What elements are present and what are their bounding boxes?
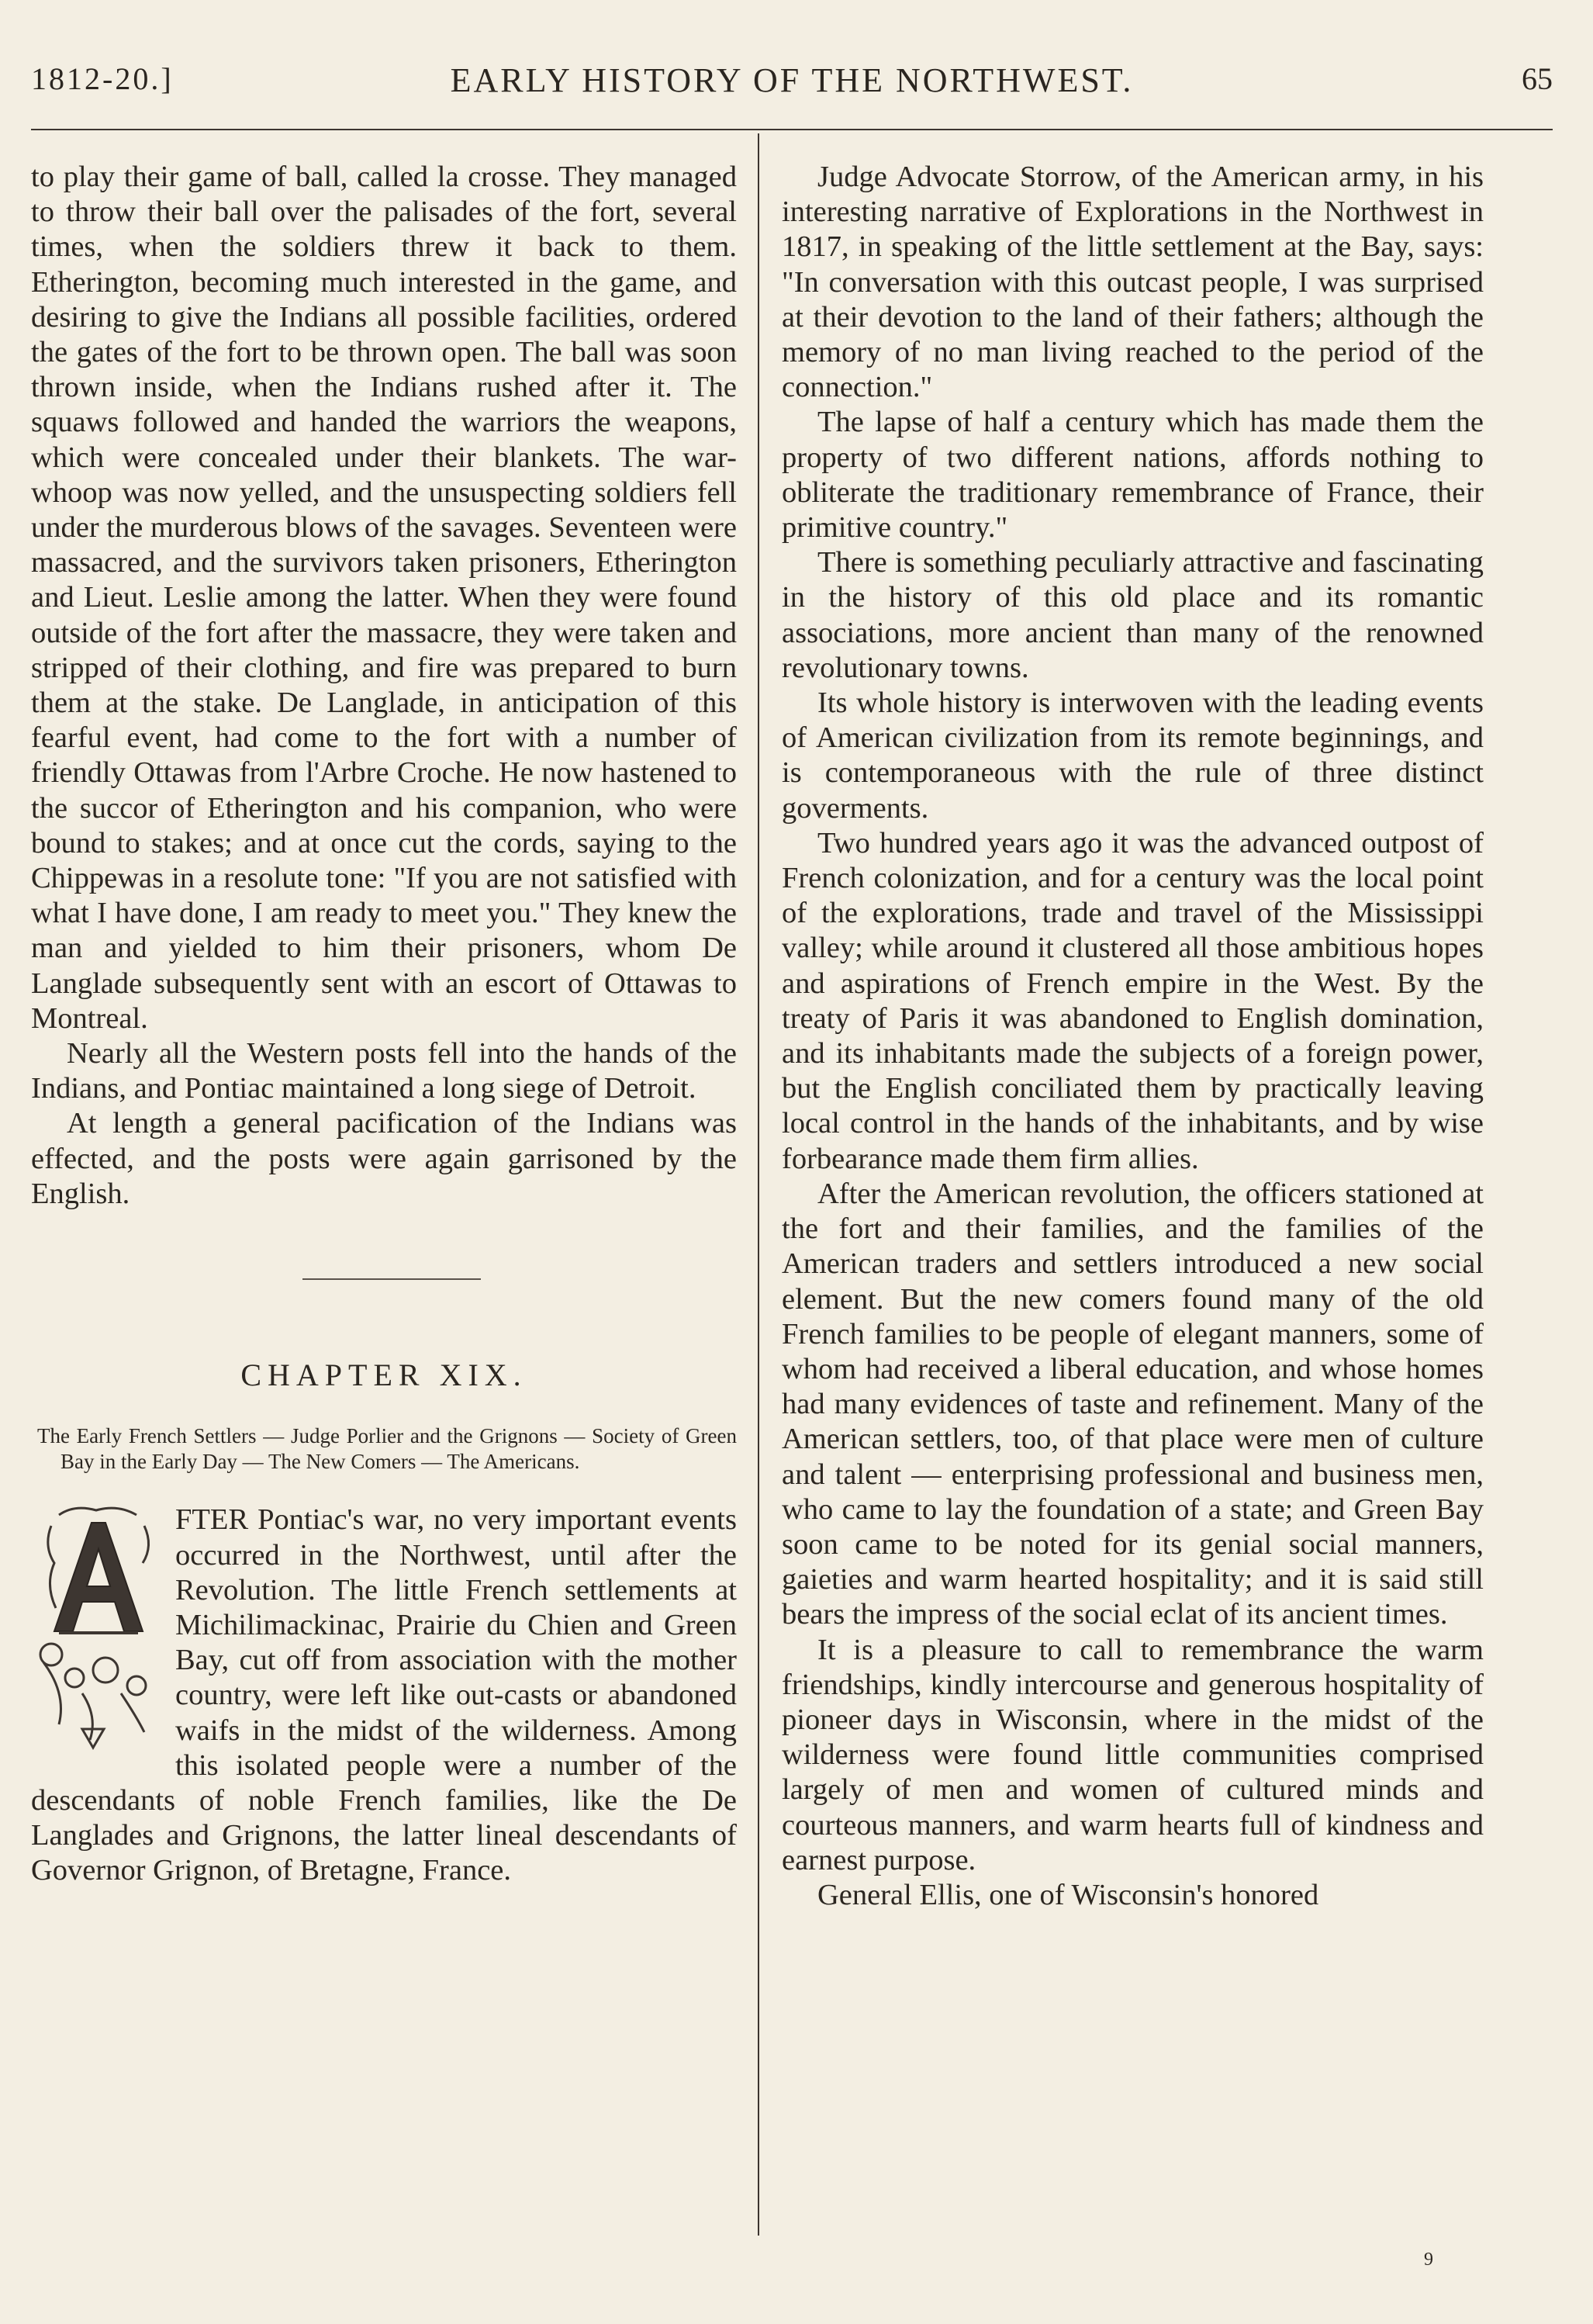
paragraph: After the American revolution, the officers stationed at the fort and their families, and the families of the American traders and settlers introduced a new social element. But the new comers found many of the old French families to be people of elegant manners, some of whom had received a liberal education, and whose homes had many evidences of taste and refinement. Many of the American settlers, too, of that place were men of culture and talent — enterprising professional and business men, who came to lay the foundation of a state; and Green Bay soon came to be noted for its genial social manners, gaieties and warm hearted hospitality; and it is said still bears the impress of the social eclat of its ancient times. xyxy=(782,1177,1484,1631)
paragraph: The lapse of half a century which has made them the property of two different nations, affords nothing to obliterate the traditionary remembrance of France, their primitive country." xyxy=(782,406,1484,545)
chapter-first-paragraph: FTER Pontiac's war, no very important events occurred in the Northwest, until after the Revolution. The little French settlements at Michilimackinac, Prairie du Chien and Green Bay, cut off from association with the mother country, were left like out-casts or abandoned waifs in the midst of the wilderness. Among this isolated people were a number of the descendants of noble French families, like the De Langlades and Grignons, the latter lineal descendants of Governor Grignon, of Bretagne, France. xyxy=(31,1503,737,1887)
paragraph: to play their game of ball, called la crosse. They managed to throw their ball over the palisades of the fort, several times, when the soldiers threw it back to them. Etherington, becoming much interested in the game, and desiring to give the Indians all possible facilities, ordered the gates of the fort to be thrown open. The ball was soon thrown inside, when the Indians rushed after it. The squaws followed and handed the warriors the weapons, which were concealed under their blankets. The war-whoop was now yelled, and the unsuspecting soldiers fell under the murderous blows of the savages. Seventeen were massacred, and the survivors taken prisoners, Etherington and Lieut. Leslie among the latter. When they were found outside of the fort after the massacre, they were taken and stripped of their clothing, and fire was prepared to burn them at the stake. De Langlade, in anticipation of this fearful event, had come to the fort with a number of friendly Ottawas from l'Arbre Croche. He now hastened to the succor of Etherington and his companion, who were bound to stakes; and at once cut the cords, saying to the Chippewas in a resolute tone: "If you are not satisfied with what I have done, I am ready to meet you." They knew the man and yielded to him their prisoners, whom De Langlade subsequently sent with an escort of Ottawas to Montreal. xyxy=(31,161,737,1035)
paragraph-continued: General Ellis, one of Wisconsin's honored xyxy=(817,1878,1319,1911)
running-head xyxy=(31,61,1553,107)
running-head-title: EARLY HISTORY OF THE NORTHWEST. xyxy=(450,61,1134,99)
signature-mark: 9 xyxy=(1424,2250,1433,2270)
ornamental-drop-cap-a-icon xyxy=(28,1499,164,1752)
paragraph: Judge Advocate Storrow, of the American army, in his interesting narrative of Explorations in the Northwest in 1817, in speaking of the little settlement at the Bay, says: "In conversation with this outcast people, I was surprised at their devotion to the land of their fathers; although the memory of no man living reached to the period of the connection." xyxy=(782,161,1484,404)
right-column xyxy=(782,160,1484,1913)
drop-cap-letter: A xyxy=(28,1499,29,1501)
left-column xyxy=(28,160,737,1889)
paragraph: Its whole history is interwoven with the leading events of American civilization from its remote beginnings, and is contemporaneous with the rule of three distinct goverments. xyxy=(782,686,1484,825)
chapter-summary xyxy=(37,1423,737,1475)
paragraph: Two hundred years ago it was the advanced outpost of French colonization, and for a century was the local point of the explorations, trade and travel of the Mississippi valley; while around it clustered all those ambitious hopes and aspirations of French empire in the West. By the treaty of Paris it was abandoned to English domination, and its inhabitants made the subjects of a foreign power, but the English conciliated them by practically leaving local control in the hands of the inhabitants, and by wise forbearance made them firm allies. xyxy=(782,826,1484,1175)
page-number: 65 xyxy=(1522,61,1553,96)
section-divider xyxy=(302,1278,481,1280)
chapter-opening xyxy=(28,1499,737,1888)
paragraph: It is a pleasure to call to remembrance the warm friendships, kindly intercourse and generous hospitality of pioneer days in Wisconsin, where in the midst of the wilderness were found little communities comprised largely of men and women of cultured minds and courteous manners, and warm hearts full of kindness and earnest purpose. xyxy=(782,1633,1484,1876)
running-head-date-range: 1812-20.] xyxy=(31,61,174,96)
header-rule xyxy=(31,129,1553,130)
paragraph: Nearly all the Western posts fell into the hands of the Indians, and Pontiac maintained a long siege of Detroit. xyxy=(31,1037,737,1105)
paragraph: There is something peculiarly attractive and fascinating in the history of this old place and its romantic associations, more ancient than many of the renowned revolutionary towns. xyxy=(782,546,1484,684)
chapter-heading: CHAPTER XIX. xyxy=(240,1357,527,1393)
column-divider xyxy=(758,133,759,2236)
paragraph: At length a general pacification of the Indians was effected, and the posts were again garrisoned by the English. xyxy=(31,1107,737,1210)
chapter-summary-text: The Early French Settlers — Judge Porlier and the Grignons — Society of Green Bay in the Early Day — The New Comers — The Americans. xyxy=(37,1424,737,1474)
